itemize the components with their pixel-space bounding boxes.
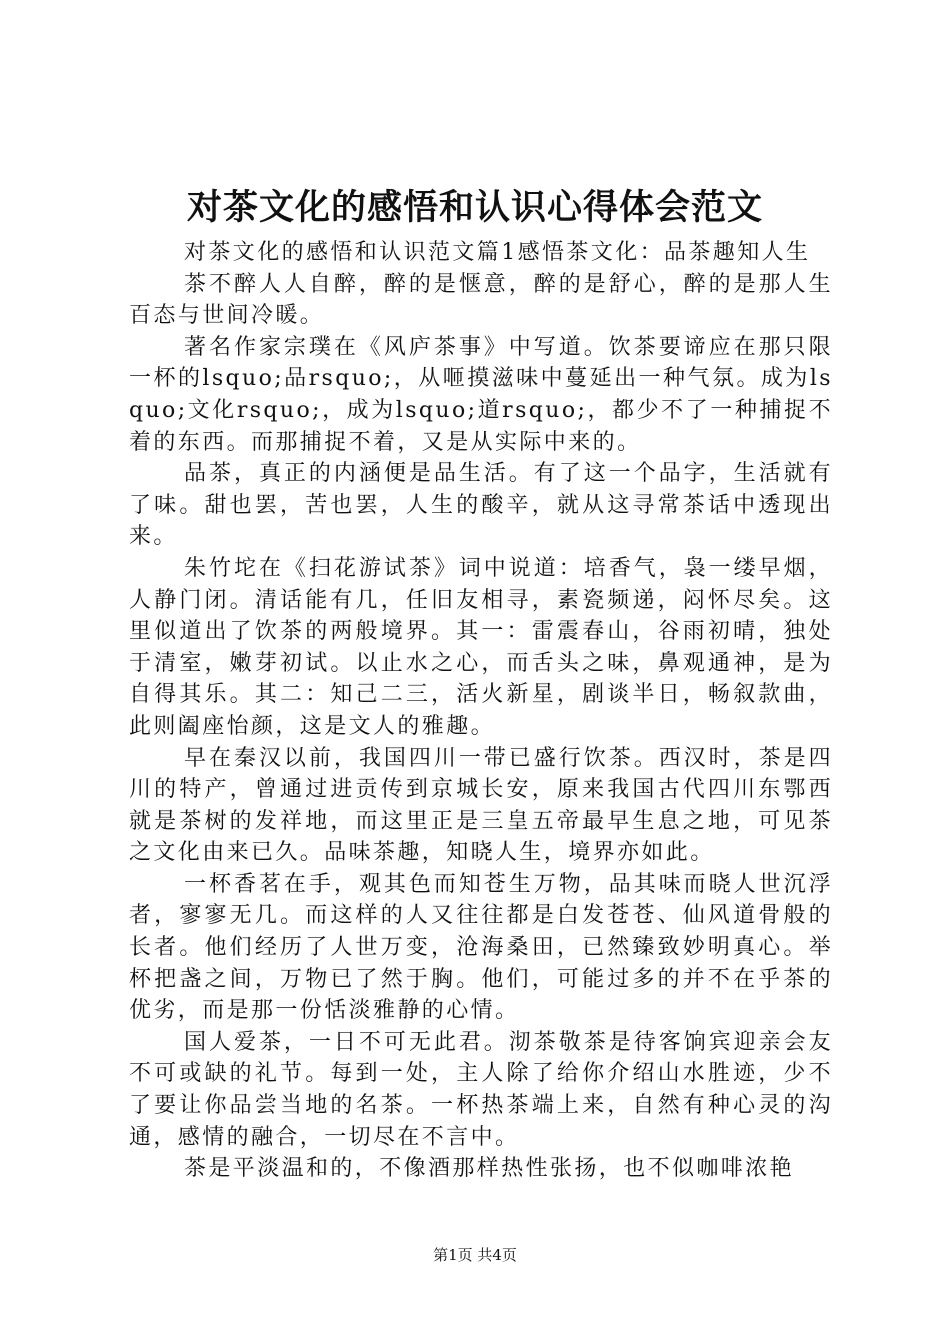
paragraph: 著名作家宗璞在《风庐茶事》中写道。饮茶要谛应在那只限一杯的lsquo;品rsquo;，从咂摸滋味中蔓延出一种气氛。成为lsquo;文化rsquo;，成为lsquo;道rsquo;，都少不了一种捕捉不着的东西。而那捕捉不着，又是从实际中来的。 [129,334,833,455]
page-number-footer: 第1页 共4页 [433,1246,517,1264]
paragraph: 品茶，真正的内涵便是品生活。有了这一个品字，生活就有了味。甜也罢，苦也罢，人生的酸辛，就从这寻常茶话中透现出来。 [129,461,833,550]
paragraph: 朱竹坨在《扫花游试茶》词中说道：培香气，袅一缕早烟，人静门闭。清话能有几，任旧友相寻，素瓷频递，闷怀尽矣。这里似道出了饮茶的两般境界。其一：雷震春山，谷雨初晴，独处于清室，嫩芽初试。以止水之心，而舌头之味，鼻观通神，是为自得其乐。其二：知己二三，活火新星，剧谈半日，畅叙款曲，此则阖座怡颜，这是文人的雅趣。 [129,555,833,739]
paragraph: 茶不醉人人自醉，醉的是惬意，醉的是舒心，醉的是那人生百态与世间冷暖。 [129,271,833,329]
document-title: 对茶文化的感悟和认识心得体会范文 [186,187,763,228]
paragraph: 一杯香茗在手，观其色而知苍生万物，品其味而晓人世沉浮者，寥寥无几。而这样的人又往往都是白发苍苍、仙风道骨般的长者。他们经历了人世万变，沧海桑田，已然臻致妙明真心。举杯把盏之间，万物已了然于胸。他们，可能过多的并不在乎茶的优劣，而是那一份恬淡雅静的心情。 [129,871,833,1024]
paragraph: 茶是平淡温和的，不像酒那样热性张扬，也不似咖啡浓艳 [184,1156,795,1182]
paragraph: 对茶文化的感悟和认识范文篇1感悟茶文化：品茶趣知人生 [184,240,811,265]
document-body [129,237,833,1185]
paragraph: 国人爱茶，一日不可无此君。沏茶敬茶是待客饷宾迎亲会友不可或缺的礼节。每到一处，主人除了给你介绍山水胜迹，少不了要让你品尝当地的名茶。一杯热茶端上来，自然有种心灵的沟通，感情的融合，一切尽在不言中。 [129,1029,833,1150]
paragraph: 早在秦汉以前，我国四川一带已盛行饮茶。西汉时，茶是四川的特产，曾通过进贡传到京城长安，原来我国古代四川东鄂西就是茶树的发祥地，而这里正是三皇五帝最早生息之地，可见茶之文化由来已久。品味茶趣，知晓人生，境界亦如此。 [129,745,833,866]
